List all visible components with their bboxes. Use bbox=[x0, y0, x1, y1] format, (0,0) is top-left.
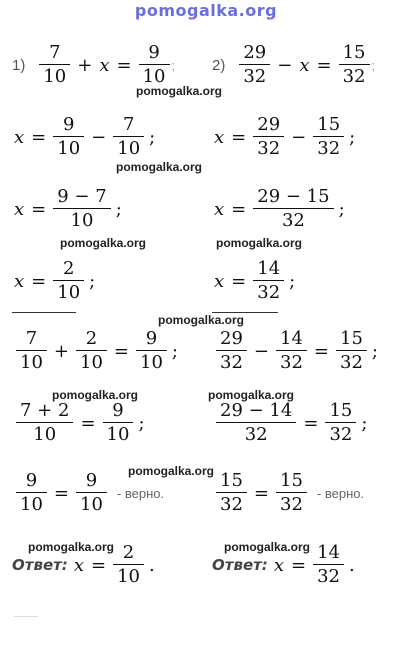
numerator: 9 bbox=[25, 470, 38, 491]
denominator: 10 bbox=[106, 424, 130, 445]
equals-sign: = bbox=[231, 198, 247, 220]
p2-answer bbox=[212, 544, 355, 586]
denominator: 10 bbox=[117, 566, 140, 587]
numerator: 2 bbox=[62, 258, 75, 279]
denominator: 32 bbox=[280, 494, 303, 515]
operator: − bbox=[277, 54, 293, 76]
punctuation: ; bbox=[138, 412, 145, 434]
denominator: 32 bbox=[257, 138, 281, 159]
numerator: 7 bbox=[49, 42, 61, 63]
fraction bbox=[76, 472, 107, 514]
p1-step-result bbox=[12, 260, 95, 302]
punctuation: ; bbox=[89, 270, 96, 292]
fraction bbox=[113, 116, 144, 158]
numerator: 14 bbox=[257, 258, 281, 279]
numerator: 15 bbox=[340, 328, 363, 349]
fraction bbox=[53, 260, 84, 302]
numerator: 29 − 14 bbox=[220, 400, 293, 421]
variable: x bbox=[99, 54, 110, 76]
denominator: 10 bbox=[80, 494, 103, 515]
fraction bbox=[16, 402, 73, 444]
numerator: 29 bbox=[243, 42, 267, 63]
punctuation: ; bbox=[361, 412, 368, 434]
watermark[interactable]: pomogalka.org bbox=[60, 236, 147, 250]
variable: x bbox=[273, 554, 284, 576]
watermark[interactable]: pomogalka.org bbox=[224, 540, 311, 554]
fraction bbox=[16, 330, 47, 372]
p1-check-combine bbox=[14, 402, 145, 444]
equals-sign: = bbox=[31, 198, 47, 220]
numerator: 29 bbox=[257, 114, 281, 135]
watermark[interactable]: pomogalka.org bbox=[216, 236, 303, 250]
fraction bbox=[139, 44, 170, 86]
p1-step-combine bbox=[12, 188, 122, 230]
p1-answer bbox=[12, 544, 155, 586]
p1-equation bbox=[12, 44, 175, 86]
numerator: 9 bbox=[112, 400, 124, 421]
numerator: 15 bbox=[317, 114, 341, 135]
fraction bbox=[253, 188, 333, 230]
denominator: 10 bbox=[33, 424, 57, 445]
numerator: 29 bbox=[220, 328, 243, 349]
numerator: 15 bbox=[329, 400, 353, 421]
watermark[interactable]: pomogalka.org bbox=[116, 160, 203, 174]
denominator: 10 bbox=[20, 494, 43, 515]
tick-mark: ; bbox=[371, 57, 376, 73]
numerator: 9 bbox=[85, 470, 98, 491]
fraction bbox=[339, 44, 370, 86]
punctuation: . bbox=[148, 554, 155, 576]
denominator: 32 bbox=[329, 424, 353, 445]
equals-sign: = bbox=[253, 482, 269, 504]
denominator: 10 bbox=[43, 66, 67, 87]
fraction bbox=[313, 116, 344, 158]
denominator: 32 bbox=[243, 66, 267, 87]
numerator: 15 bbox=[342, 42, 366, 63]
p2-check-verify bbox=[214, 472, 364, 514]
numerator: 14 bbox=[280, 328, 303, 349]
fraction bbox=[336, 330, 367, 372]
fraction bbox=[253, 260, 284, 302]
numerator: 7 bbox=[25, 328, 38, 349]
fraction bbox=[325, 402, 356, 444]
equals-sign: = bbox=[290, 554, 307, 576]
watermark[interactable]: pomogalka.org bbox=[158, 313, 245, 327]
numerator: 29 − 15 bbox=[257, 186, 330, 207]
numerator: 9 bbox=[62, 114, 75, 135]
variable: x bbox=[14, 198, 25, 220]
denominator: 32 bbox=[317, 138, 341, 159]
denominator: 32 bbox=[220, 494, 243, 515]
fraction bbox=[216, 330, 247, 372]
punctuation: ; bbox=[371, 340, 378, 362]
denominator: 32 bbox=[257, 282, 281, 303]
numerator: 9 bbox=[145, 328, 158, 349]
variable: x bbox=[214, 126, 225, 148]
result-underline bbox=[212, 312, 278, 313]
punctuation: . bbox=[348, 554, 355, 576]
fraction bbox=[113, 544, 144, 586]
p2-equation bbox=[212, 44, 375, 86]
numerator: 2 bbox=[122, 542, 135, 563]
denominator: 10 bbox=[80, 352, 103, 373]
operator: − bbox=[91, 126, 107, 148]
denominator: 10 bbox=[20, 352, 43, 373]
divider bbox=[14, 616, 38, 617]
verification-note: - верно. bbox=[116, 485, 165, 501]
numerator: 7 + 2 bbox=[20, 400, 70, 421]
p2-step-subtract bbox=[212, 116, 355, 158]
problem-number: 2) bbox=[212, 56, 226, 74]
variable: x bbox=[299, 54, 310, 76]
numerator: 15 bbox=[220, 470, 243, 491]
verification-note: - верно. bbox=[316, 485, 365, 501]
denominator: 10 bbox=[57, 138, 81, 159]
site-header[interactable]: pomogalka.org bbox=[134, 1, 278, 20]
operator: − bbox=[253, 340, 269, 362]
fraction bbox=[216, 402, 296, 444]
equals-sign: = bbox=[31, 270, 47, 292]
denominator: 32 bbox=[280, 352, 303, 373]
punctuation: ; bbox=[149, 126, 156, 148]
equals-sign: = bbox=[313, 340, 329, 362]
equals-sign: = bbox=[316, 54, 332, 76]
answer-label: Ответ: bbox=[212, 556, 268, 574]
answer-label: Ответ: bbox=[12, 556, 68, 574]
p2-step-combine bbox=[212, 188, 345, 230]
punctuation: ; bbox=[349, 126, 356, 148]
punctuation: ; bbox=[171, 340, 178, 362]
denominator: 32 bbox=[342, 66, 366, 87]
operator: + bbox=[53, 340, 69, 362]
equals-sign: = bbox=[90, 554, 107, 576]
numerator: 15 bbox=[280, 470, 303, 491]
fraction bbox=[103, 402, 134, 444]
equals-sign: = bbox=[31, 126, 47, 148]
numerator: 9 bbox=[148, 42, 160, 63]
tick-mark: ; bbox=[171, 57, 176, 73]
p1-check-verify bbox=[14, 472, 164, 514]
watermark[interactable]: pomogalka.org bbox=[208, 388, 295, 402]
p2-step-result bbox=[212, 260, 295, 302]
p2-check-combine bbox=[214, 402, 367, 444]
fraction bbox=[16, 472, 47, 514]
fraction bbox=[253, 116, 284, 158]
equals-sign: = bbox=[113, 340, 129, 362]
operator: + bbox=[77, 54, 93, 76]
variable: x bbox=[14, 270, 25, 292]
watermark[interactable]: pomogalka.org bbox=[52, 388, 139, 402]
fraction bbox=[239, 44, 270, 86]
fraction bbox=[53, 116, 84, 158]
numerator: 14 bbox=[317, 542, 340, 563]
equals-sign: = bbox=[53, 482, 69, 504]
variable: x bbox=[214, 270, 225, 292]
result-underline bbox=[12, 312, 76, 313]
equals-sign: = bbox=[231, 126, 247, 148]
numerator: 2 bbox=[85, 328, 98, 349]
variable: x bbox=[214, 198, 225, 220]
fraction bbox=[216, 472, 247, 514]
operator: − bbox=[291, 126, 307, 148]
watermark[interactable]: pomogalka.org bbox=[128, 464, 215, 478]
denominator: 10 bbox=[57, 282, 81, 303]
p1-check-sum bbox=[14, 330, 178, 372]
punctuation: ; bbox=[289, 270, 296, 292]
denominator: 32 bbox=[281, 210, 305, 231]
fraction bbox=[136, 330, 167, 372]
fraction bbox=[76, 330, 107, 372]
fraction bbox=[276, 330, 307, 372]
denominator: 10 bbox=[142, 66, 166, 87]
numerator: 7 bbox=[122, 114, 135, 135]
variable: x bbox=[14, 126, 25, 148]
denominator: 10 bbox=[117, 138, 141, 159]
equals-sign: = bbox=[80, 412, 96, 434]
denominator: 32 bbox=[340, 352, 363, 373]
numerator: 9 − 7 bbox=[57, 186, 107, 207]
watermark[interactable]: pomogalka.org bbox=[28, 540, 115, 554]
punctuation: ; bbox=[338, 198, 345, 220]
denominator: 32 bbox=[220, 352, 243, 373]
fraction bbox=[313, 544, 344, 586]
fraction bbox=[276, 472, 307, 514]
denominator: 32 bbox=[244, 424, 268, 445]
fraction bbox=[53, 188, 110, 230]
punctuation: ; bbox=[115, 198, 122, 220]
p2-check-diff bbox=[214, 330, 378, 372]
denominator: 10 bbox=[140, 352, 163, 373]
equals-sign: = bbox=[231, 270, 247, 292]
equals-sign: = bbox=[303, 412, 319, 434]
denominator: 32 bbox=[317, 566, 340, 587]
watermark[interactable]: pomogalka.org bbox=[136, 84, 223, 98]
problem-number: 1) bbox=[12, 56, 26, 74]
fraction bbox=[39, 44, 70, 86]
denominator: 10 bbox=[70, 210, 94, 231]
equals-sign: = bbox=[116, 54, 132, 76]
p1-step-subtract bbox=[12, 116, 155, 158]
variable: x bbox=[73, 554, 84, 576]
